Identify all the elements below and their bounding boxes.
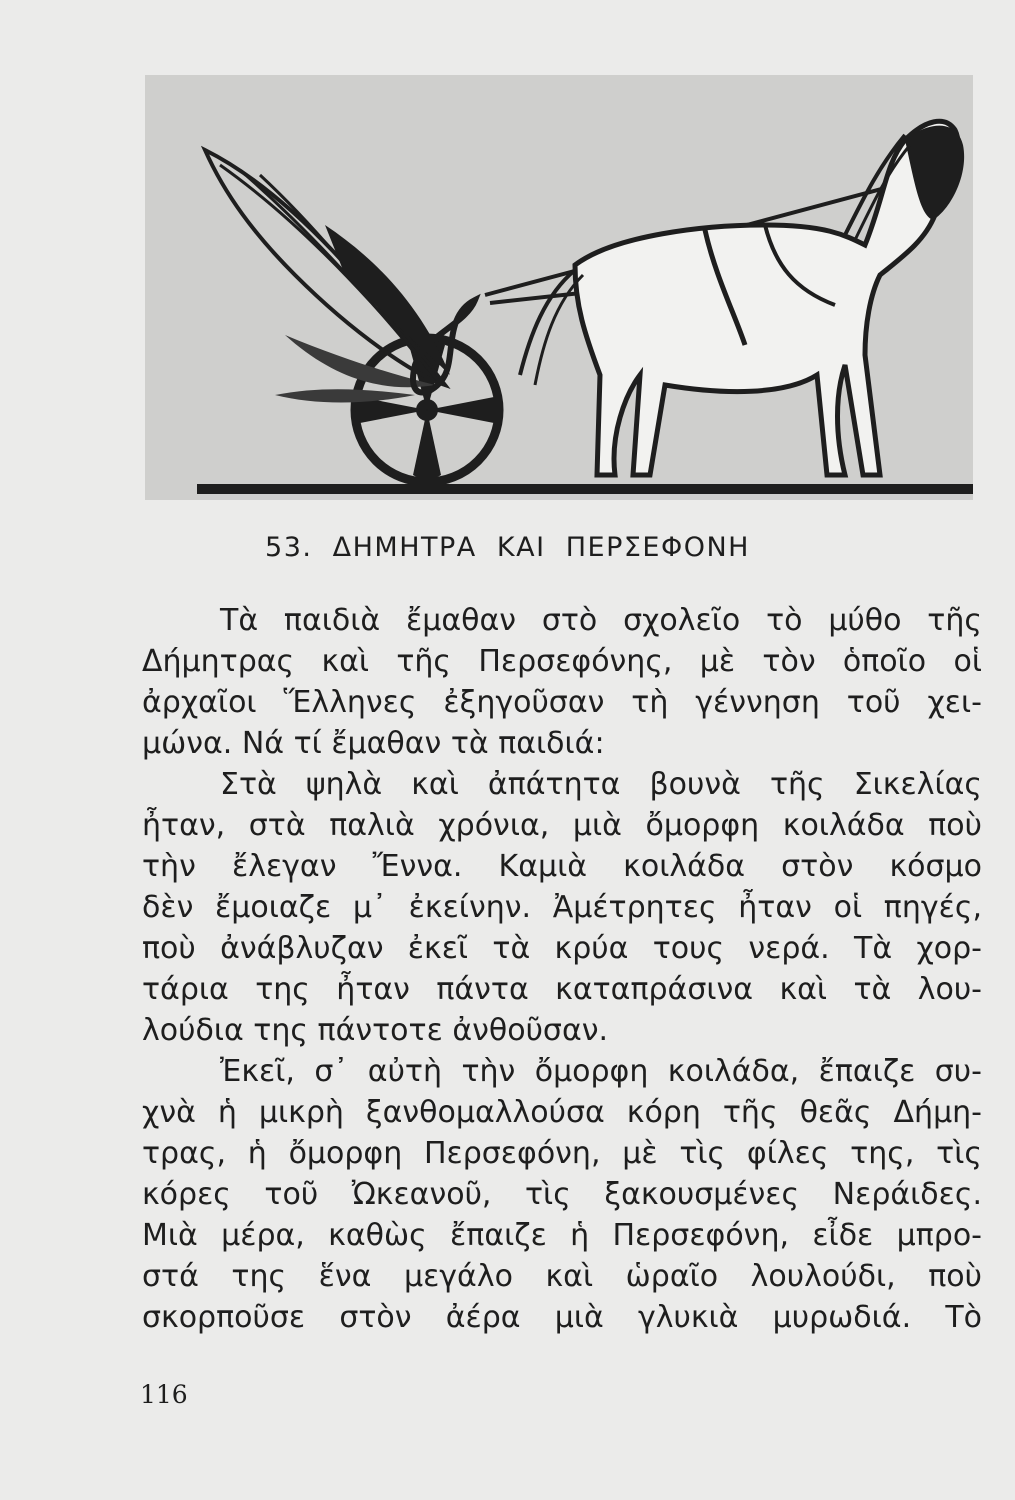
text-line: κόρες τοῦ Ὠκεανοῦ, τὶς ξακουσμένες Νεράιδες. — [142, 1177, 982, 1212]
text-line: ποὺ ἀνάβλυζαν ἐκεῖ τὰ κρύα τους νερά. Τὰ χορ- — [142, 931, 982, 966]
text-line: Στὰ ψηλὰ καὶ ἀπάτητα βουνὰ τῆς Σικελίας — [220, 767, 982, 802]
chariot-illustration — [145, 75, 973, 500]
text-line: Τὰ παιδιὰ ἔμαθαν στὸ σχολεῖο τὸ μύθο τῆς — [220, 603, 982, 638]
text-line: Μιὰ μέρα, καθὼς ἔπαιζε ἡ Περσεφόνη, εἶδε μπρο- — [142, 1218, 982, 1253]
text-line: ἀρχαῖοι Ἕλληνες ἐξηγοῦσαν τὴ γέννηση τοῦ χει- — [142, 685, 982, 720]
text-line: λούδια της πάντοτε ἀνθοῦσαν. — [142, 1013, 609, 1048]
winged-chariot-horse-icon — [145, 75, 973, 500]
text-line: Δήμητρας καὶ τῆς Περσεφόνης, μὲ τὸν ὁποῖο οἱ — [142, 644, 982, 679]
text-line: χνὰ ἡ μικρὴ ξανθομαλλούσα κόρη τῆς θεᾶς Δήμη- — [142, 1095, 982, 1130]
text-line: ἦταν, στὰ παλιὰ χρόνια, μιὰ ὄμορφη κοιλάδα ποὺ — [142, 808, 982, 843]
text-line: τάρια της ἦταν πάντα καταπράσινα καὶ τὰ λου- — [142, 972, 982, 1007]
text-line: δὲν ἔμοιαζε μ᾽ ἐκείνην. Ἀμέτρητες ἦταν οἱ πηγές, — [142, 890, 982, 925]
chapter-title: 53. ΔΗΜΗΤΡΑ ΚΑΙ ΠΕΡΣΕΦΟΝΗ — [265, 532, 750, 563]
page-number: 116 — [140, 1380, 188, 1409]
text-line: τὴν ἔλεγαν Ἔννα. Καμιὰ κοιλάδα στὸν κόσμο — [142, 849, 982, 884]
text-line: μώνα. Νά τί ἔμαθαν τὰ παιδιά: — [142, 726, 605, 761]
text-line: σκορποῦσε στὸν ἀέρα μιὰ γλυκιὰ μυρωδιά. Τὸ — [142, 1300, 982, 1335]
text-line: στά της ἕνα μεγάλο καὶ ὡραῖο λουλούδι, ποὺ — [142, 1259, 982, 1294]
body-text — [142, 600, 982, 1338]
text-line: Ἐκεῖ, σ᾽ αὐτὴ τὴν ὄμορφη κοιλάδα, ἔπαιζε συ- — [220, 1054, 982, 1089]
text-line: τρας, ἡ ὄμορφη Περσεφόνη, μὲ τὶς φίλες της, τὶς — [142, 1136, 982, 1171]
